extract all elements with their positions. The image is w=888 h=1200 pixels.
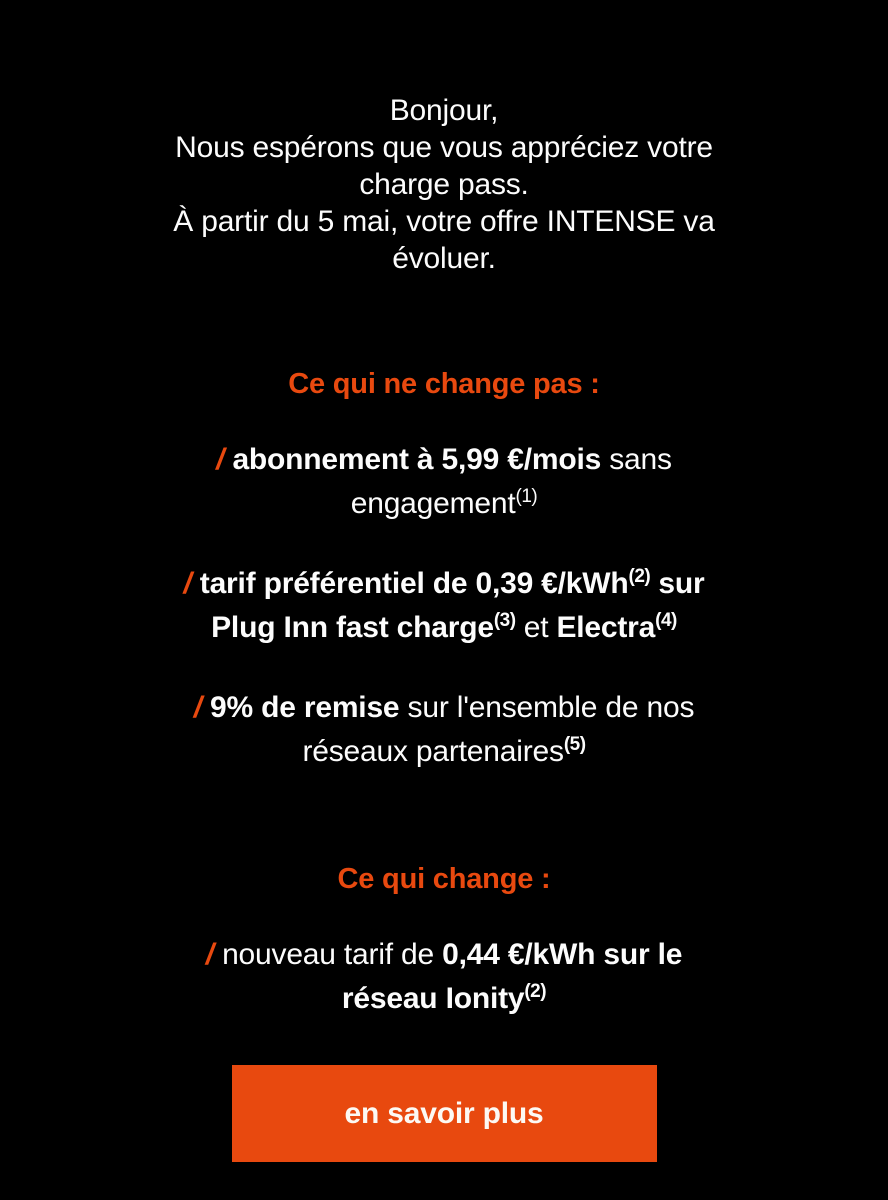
- learn-more-button[interactable]: en savoir plus: [232, 1065, 657, 1162]
- bullet-partner-discount: / 9% de remise sur l'ensemble de nos réseaux partenaires$^{(5)}$: [193, 691, 695, 768]
- bullet-subscription-price: / abonnement à 5,99 €/mois sans engagement$^{(1)}$: [216, 443, 672, 520]
- bullet-new-ionity-rate: / nouveau tarif de 0,44 €/kWh sur le réseau Ionity$^{(2)}$: [205, 938, 683, 1015]
- intro-paragraph: Bonjour, Nous espérons que vous appréciez votre charge pass. À partir du 5 mai, votre offre INTENSE va évoluer.: [173, 94, 715, 275]
- bullet-preferential-rate: / tarif préférentiel de 0,39 €/kWh$^{(2)}$ sur Plug Inn fast charge$^{(3)}$ et Electra$^{(4)}$: [183, 566, 705, 644]
- section-heading-unchanged: Ce qui ne change pas :: [288, 368, 600, 400]
- section-heading-changed: Ce qui change :: [337, 863, 551, 895]
